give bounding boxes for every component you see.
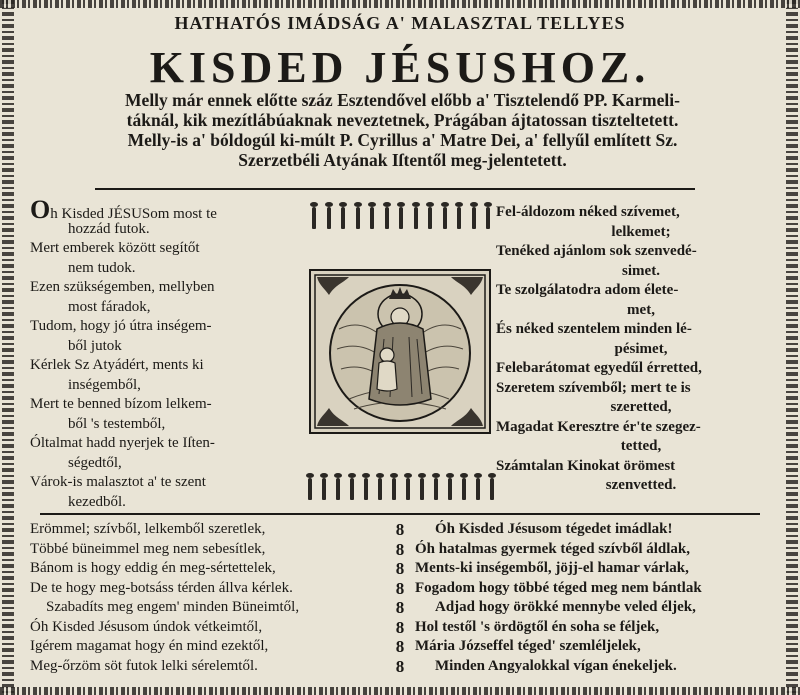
verse-line: lelkemet; (611, 223, 671, 240)
separator-ornament: 8 (395, 539, 405, 559)
verse-line: Számtalan Kinokat örömest (496, 457, 676, 474)
separator-ornament: 8 (395, 598, 405, 617)
intro-line: Melly-is a' bóldogúl ki-múlt P. Cyrillus a' Matre Dei, a' fellyűl említett Sz. (127, 130, 678, 150)
verse-line: most fáradok, (68, 298, 151, 315)
left-verse-column (30, 195, 300, 512)
candle-ornament (327, 207, 331, 229)
verse-line: inségemből, (68, 376, 141, 393)
separator-ornament: 8 (395, 656, 405, 676)
right-verse-column (496, 203, 786, 496)
page-title: KISDED JÉSUSHOZ. (149, 43, 651, 92)
stanza-line: Bánom is hogy eddig én meg-sértettelek, (30, 560, 276, 576)
candle-row-bottom (308, 478, 494, 500)
candle-ornament (448, 478, 452, 500)
verse-line: Kérlek Sz Atyádért, ments ki (30, 357, 204, 373)
verse-line: Felebarátomat egyedűl érretted, (496, 360, 702, 376)
stanza-line: Óh Kisded Jésusom tégedet imádlak! (435, 521, 673, 537)
candle-ornament (414, 207, 418, 229)
candle-ornament (399, 207, 403, 229)
right-ornamental-border (786, 0, 798, 695)
stanza-line: Óh Kisded Jésusom úndok vétkeimtől, (30, 618, 263, 635)
intro-paragraph (30, 90, 775, 170)
divider-rule-top (95, 188, 695, 190)
stanza-line: Hol testől 's ördögtől én soha se féljek, (415, 618, 660, 635)
verse-line: ből jutok (68, 337, 122, 354)
stanza-line: De te hogy meg-botsáss térden állva kérlek. (30, 579, 293, 596)
separator-ornament: 8 (395, 637, 405, 656)
stanza-line: Erömmel; szívből, lelkemből szeretlek, (30, 521, 266, 537)
stanza-separator-column (392, 520, 408, 676)
verse-line: Tenéked ajánlom sok szenvedé- (496, 243, 697, 259)
candle-ornament (476, 478, 480, 500)
stanza-line: Meg-őrzöm söt futok lelki sérelemtől. (30, 657, 258, 674)
candle-ornament (350, 478, 354, 500)
verse-line: szenvetted. (605, 477, 677, 493)
candle-ornament (428, 207, 432, 229)
verse-line: simet. (622, 262, 660, 279)
verse-line: ből 's testemből, (68, 415, 166, 432)
candle-ornament (420, 478, 424, 500)
candle-ornament (462, 478, 466, 500)
candle-ornament (443, 207, 447, 229)
intro-line: Szerzetbéli Atyának Iſtentől meg-jelentetett. (238, 150, 567, 170)
verse-line: Óltalmat hadd nyerjek te Iſten- (30, 435, 215, 451)
candle-ornament (312, 207, 316, 229)
candle-ornament (370, 207, 374, 229)
left-ornamental-border (2, 0, 14, 695)
verse-line: Magadat Keresztre ér'te szegez- (496, 418, 701, 435)
stanza-line: Óh hatalmas gyermek téged szívből áldlak, (415, 540, 691, 557)
stanza-line: Minden Angyalokkal vígan énekeljek. (435, 657, 677, 674)
verse-line: hozzád futok. (68, 220, 150, 237)
verse-line: Mert te benned bízom lelkem- (30, 396, 212, 412)
candle-ornament (378, 478, 382, 500)
stanza-line: Igérem magamat hogy én mind ezektől, (30, 638, 269, 654)
stanza-line: Szabadíts meg engem' minden Büneimtől, (46, 599, 300, 615)
candle-ornament (406, 478, 410, 500)
separator-ornament: 8 (395, 520, 405, 539)
verse-line: Te szolgálatodra adom életе- (496, 282, 679, 298)
verse-line: Oh Kisded JÉSUSom most te (30, 195, 217, 224)
intro-line: táknál, kik mezítlábúaknak neveztetnek, Prágában ájtatossan tiszteltetett. (126, 110, 679, 130)
top-ornamental-border (0, 0, 800, 8)
candle-ornament (341, 207, 345, 229)
verse-line: nem tudok. (68, 259, 136, 276)
verse-line: Szeretem szívemből; mert te is (496, 379, 691, 396)
verse-line: tetted, (620, 438, 662, 454)
stanza-line: Adjad hogy örökké mennybe veled éljek, (435, 599, 696, 615)
divider-rule-bottom (40, 513, 760, 515)
verse-line: És néked szentelem minden lé- (496, 321, 692, 337)
stanza-line: Mária Józseffel téged' szemléljelek, (415, 638, 641, 654)
verse-line: pésimet, (614, 340, 668, 357)
subtitle: HATHATÓS IMÁDSÁG A' MALASZTAL TELLYES (174, 13, 626, 33)
candle-ornament (336, 478, 340, 500)
separator-ornament: 8 (395, 617, 405, 637)
verse-line: Ezen szükségemben, mellyben (30, 279, 215, 295)
verse-line: Várok-is malasztot a' te szent (30, 474, 206, 490)
verse-line: ségedtől, (68, 454, 122, 471)
verse-line: Fel-áldozom néked szívemet, (496, 204, 680, 220)
candle-ornament (472, 207, 476, 229)
drop-cap: O (30, 195, 51, 224)
candle-ornament (356, 207, 360, 229)
separator-ornament: 8 (395, 559, 405, 578)
verse-line: met, (627, 301, 655, 318)
bottom-ornamental-border (0, 687, 800, 695)
candle-ornament (434, 478, 438, 500)
verse-line: kezedből. (68, 493, 126, 510)
bottom-right-stanza (415, 520, 785, 676)
verse-line: Tudom, hogy jó útra inségem- (30, 318, 212, 334)
candle-ornament (385, 207, 389, 229)
bottom-left-stanza (30, 520, 390, 676)
candle-row-top (312, 207, 490, 229)
candle-ornament (490, 478, 494, 500)
stanza-line: Többé büneimmel meg nem sebesítlek, (30, 540, 266, 557)
separator-ornament: 8 (395, 578, 405, 598)
madonna-woodcut-image (309, 269, 491, 434)
stanza-line: Fogadom hogy többé téged meg nem bántlak (415, 579, 702, 596)
candle-ornament (364, 478, 368, 500)
candle-ornament (486, 207, 490, 229)
verse-line: szeretted, (610, 399, 672, 415)
verse-line: Mert emberek között segítőt (30, 240, 200, 256)
stanza-line: Ments-ki inségemből, jöjj-el hamar várlak, (415, 560, 689, 576)
intro-line: Melly már ennek előtte száz Esztendővel előbb a' Tisztelendő PP. Karmeli- (125, 90, 680, 110)
candle-ornament (308, 478, 312, 500)
candle-ornament (322, 478, 326, 500)
candle-ornament (457, 207, 461, 229)
candle-ornament (392, 478, 396, 500)
